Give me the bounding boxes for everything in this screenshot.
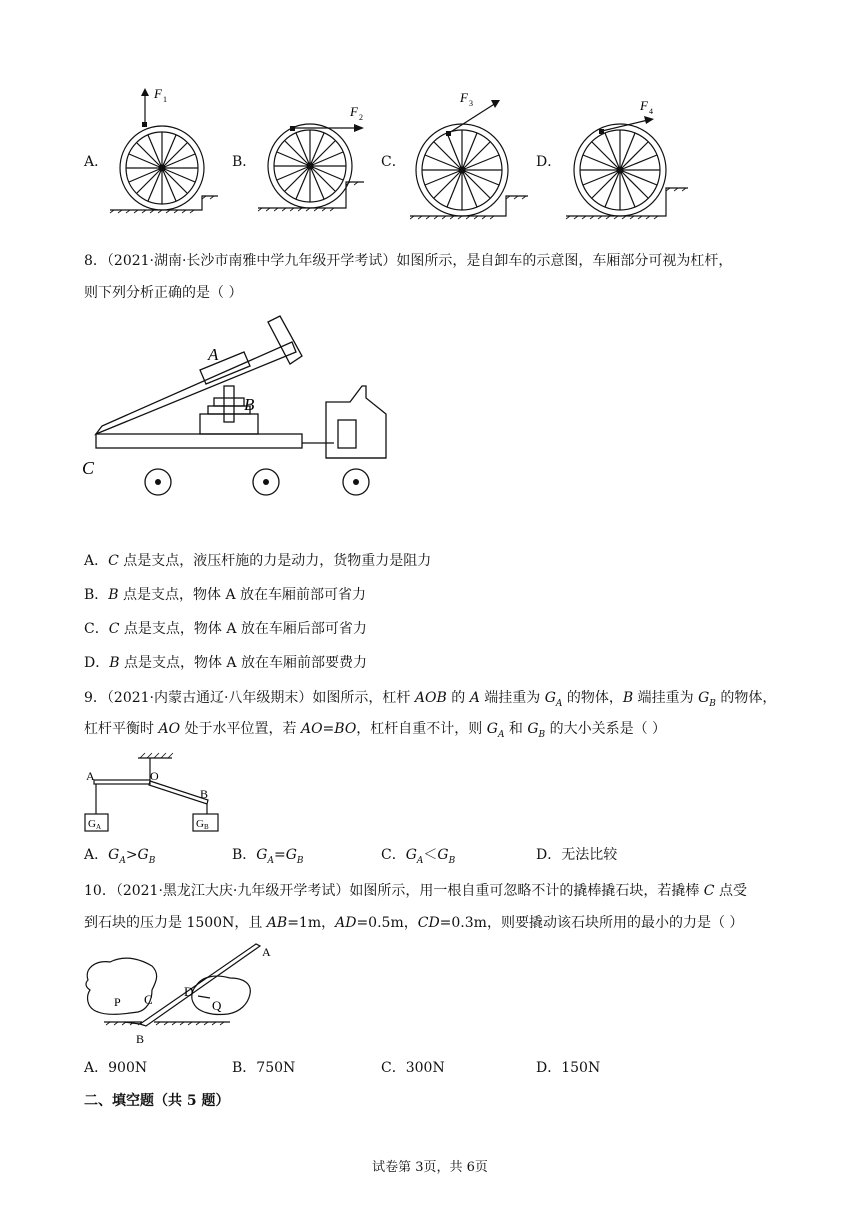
q10-option-a: A．900N	[84, 1060, 148, 1076]
svg-text:A: A	[262, 945, 271, 959]
q8-option-d: D．B 点是支点，物体 A 放在车厢前部要费力	[84, 655, 367, 671]
svg-text:C: C	[82, 458, 95, 478]
q7-force-d: F	[640, 98, 648, 113]
q9-stem-line1: 9．（2021·内蒙古通辽·八年级期末）如图所示，杠杆 AOB 的 A 端挂重为 $G_A$ 的物体，B 端挂重为 $G_B$ 的物体，	[84, 690, 777, 709]
q7-option-b-label: B．	[232, 154, 257, 170]
q9-option-c: C．$G_A<G_B$	[381, 847, 456, 866]
q10-option-b: B．750N	[232, 1060, 296, 1076]
svg-text:O: O	[150, 769, 159, 783]
q9-option-b: B．$G_A=G_B$	[232, 847, 304, 866]
q10-stem-line1: 10．（2021·黑龙江大庆·九年级开学考试）如图所示，用一根自重可忽略不计的撬棒撬石块，若撬棒 C 点受	[84, 883, 747, 899]
q7-force-a: F	[154, 86, 162, 101]
q9-stem-line2: 杠杆平衡时 AO 处于水平位置，若 AO=BO，杠杆自重不计，则 $G_A$ 和 $G_B$ 的大小关系是（ ）	[84, 721, 667, 740]
q7-option-a-label: A．	[84, 154, 109, 170]
svg-text:B: B	[136, 1032, 145, 1046]
q8-option-c: C．C 点是支点，物体 A 放在车厢后部可省力	[84, 621, 367, 637]
q10-option-c: C．300N	[381, 1060, 445, 1076]
q10-crowbar-figure	[80, 940, 280, 1050]
svg-text:3: 3	[469, 99, 473, 108]
q9-option-d: D．无法比较	[536, 847, 618, 863]
q8-option-b: B．B 点是支点，物体 A 放在车厢前部可省力	[84, 587, 367, 603]
wheel-a	[110, 126, 218, 213]
q7-figure-c	[410, 88, 540, 223]
svg-text:2: 2	[359, 113, 363, 122]
q8-dump-truck-figure	[80, 312, 400, 502]
svg-text:B: B	[244, 395, 255, 414]
q7-figure-d	[566, 96, 696, 221]
q9-lever-figure	[80, 748, 230, 838]
q9-option-a: A．$G_A>G_B$	[84, 847, 156, 866]
q7-figure-a	[110, 88, 220, 218]
q7-option-d-label: D．	[536, 154, 562, 170]
section-title: 二、填空题（共 5 题）	[84, 1093, 230, 1109]
q8-option-a: A．C 点是支点，液压杆施的力是动力，货物重力是阻力	[84, 553, 432, 569]
svg-text:G: G	[88, 818, 96, 830]
svg-text:P: P	[114, 995, 121, 1009]
svg-text:C: C	[144, 992, 153, 1007]
svg-text:Q: Q	[212, 998, 222, 1013]
q10-option-d: D．150N	[536, 1060, 601, 1076]
q10-stem-line2: 到石块的压力是 1500N，且 AB=1m，AD=0.5m，CD=0.3m，则要撬动该石块所用的最小的力是（ ）	[84, 915, 744, 931]
page-footer: 试卷第 3页，共 6页	[372, 1160, 488, 1175]
q8-stem-line1: 8．（2021·湖南·长沙市南雅中学九年级开学考试）如图所示，是自卸车的示意图，车厢部分可视为杠杆，	[84, 253, 733, 269]
svg-text:A: A	[96, 823, 102, 831]
q7-force-c: F	[460, 90, 468, 105]
svg-text:1: 1	[163, 95, 167, 104]
q7-figure-b	[258, 104, 378, 219]
svg-text:D: D	[184, 984, 194, 999]
q7-option-c-label: C．	[381, 154, 406, 170]
q8-stem-line2: 则下列分析正确的是（ ）	[84, 285, 243, 301]
svg-text:B: B	[200, 787, 209, 801]
svg-text:B: B	[204, 823, 209, 831]
svg-text:A: A	[86, 769, 95, 783]
svg-text:A: A	[208, 345, 219, 364]
q7-force-b: F	[350, 104, 358, 119]
svg-text:G: G	[196, 818, 204, 830]
svg-text:4: 4	[649, 107, 653, 116]
